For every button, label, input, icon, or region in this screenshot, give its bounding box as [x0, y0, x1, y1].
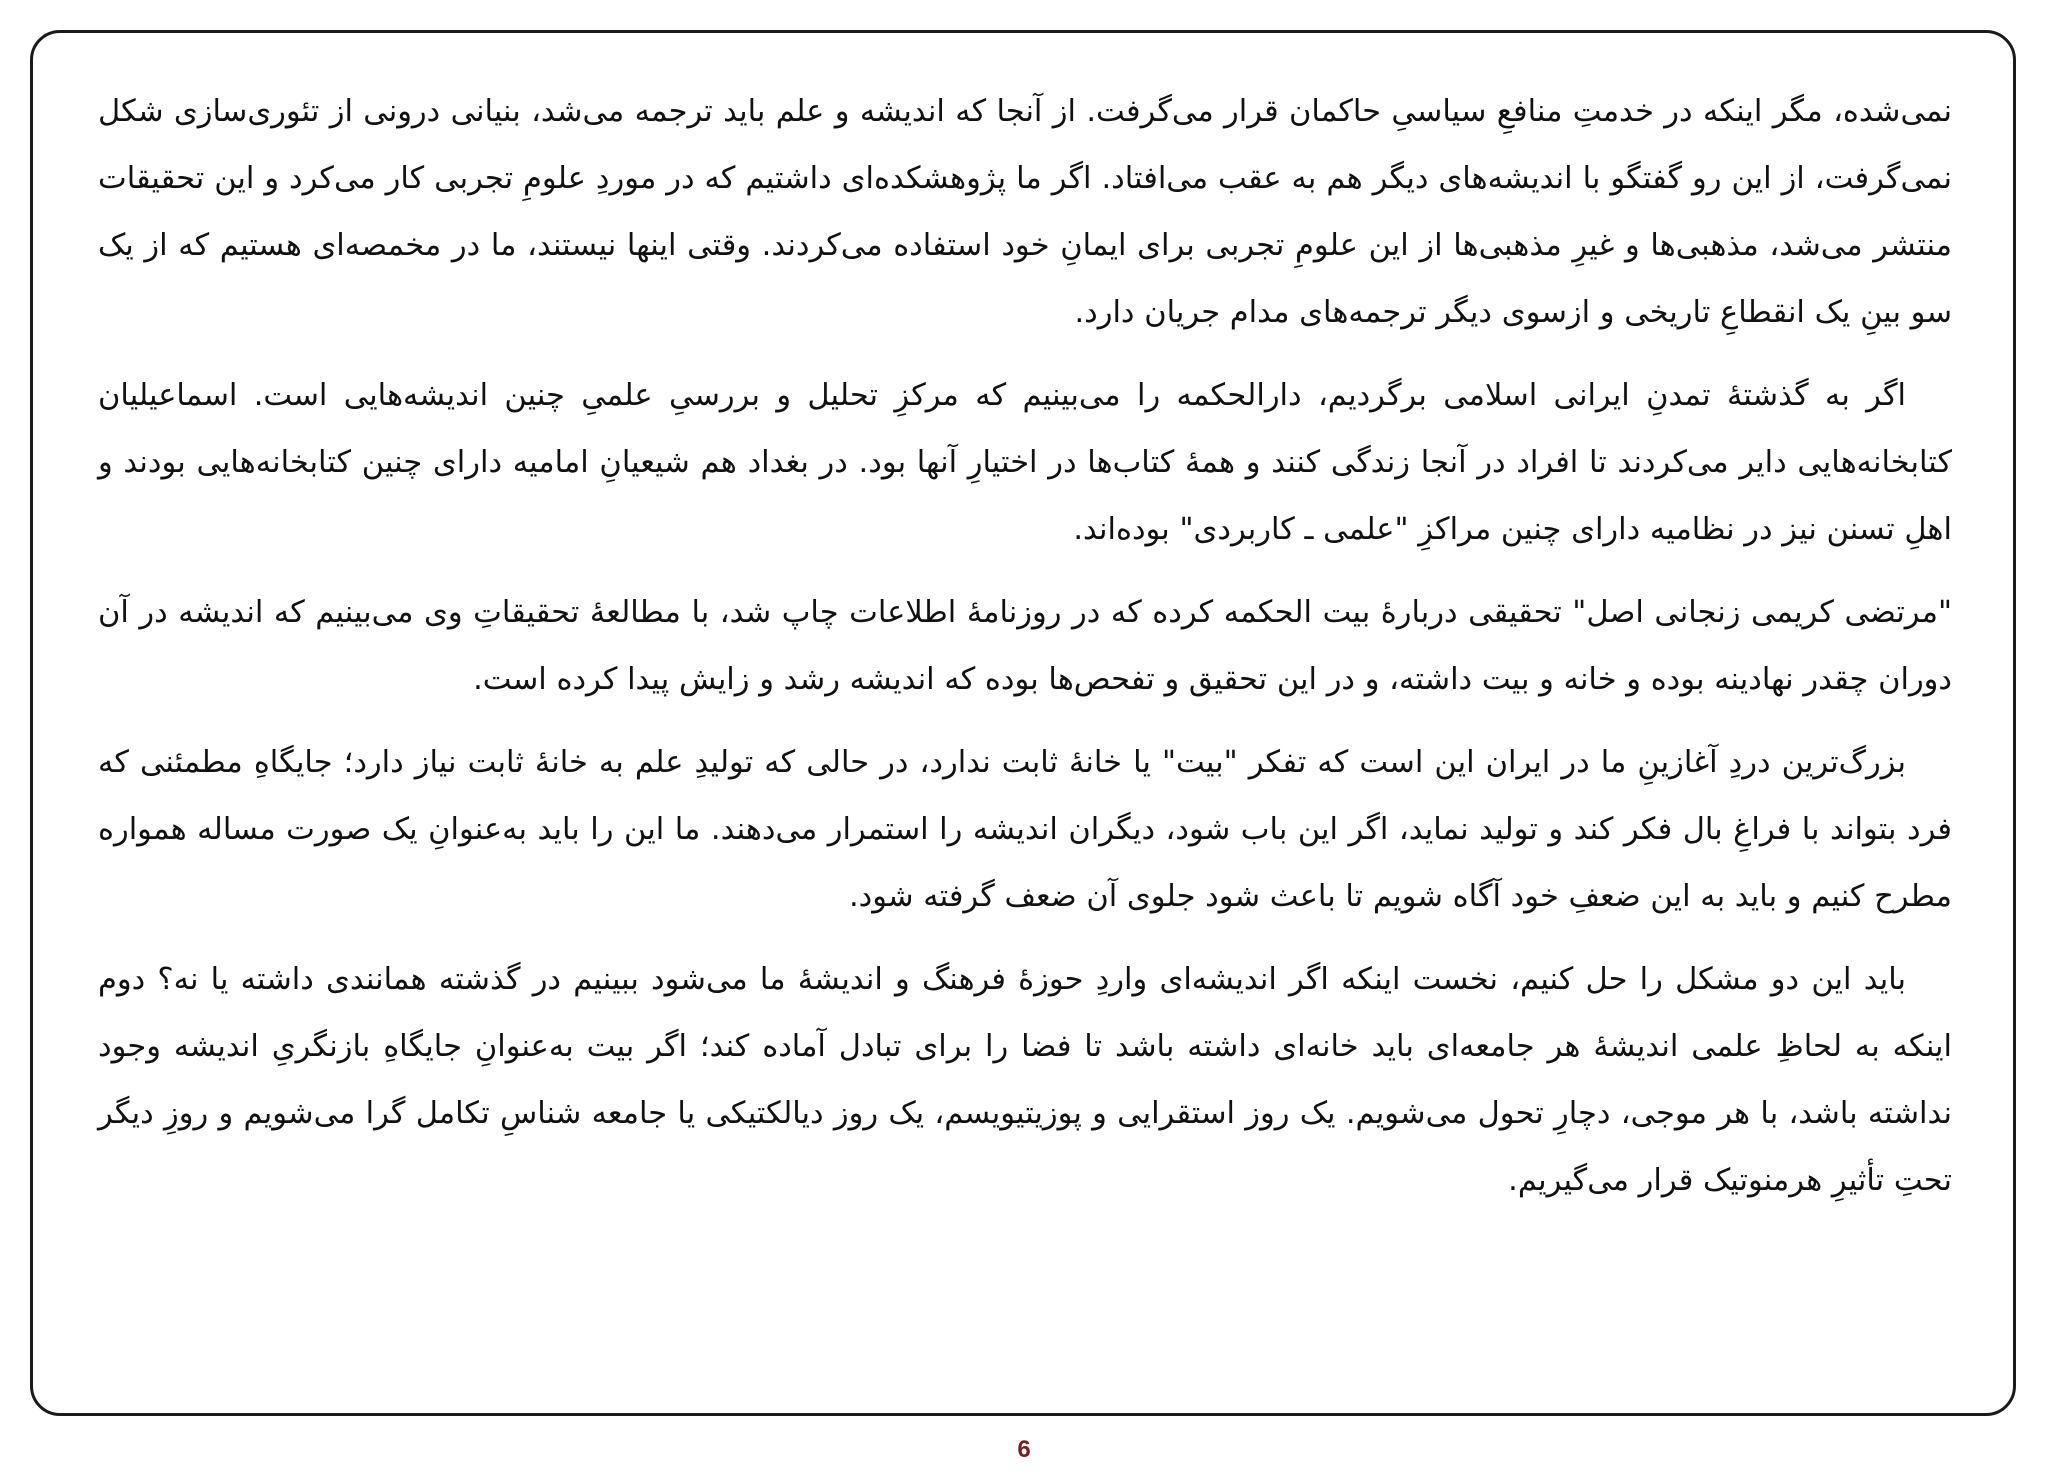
paragraph-2: اگر به گذشتهٔ تمدنِ ایرانی اسلامی برگردیم، دارالحکمه را می‌بینیم که مرکزِ تحلیل و بررسیِ علمیِ چنین اندیشه‌هایی است. اسماعیلیان کتابخانه‌هایی دایر می‌کردند تا افراد در آنجا زندگی کنند و همهٔ کتاب‌ها در اختیارِ آنها بود. در بغداد هم شیعیانِ امامیه دارای چنین کتابخانه‌هایی بودند و اهلِ تسنن نیز در نظامیه دارای چنین مراکزِ "علمی ـ کاربردی" بوده‌اند.	[98, 378, 1952, 547]
paragraph-4: بزرگ‌ترین دردِ آغازینِ ما در ایران این است که تفکر "بیت" یا خانهٔ ثابت ندارد، در حالی که تولیدِ علم به خانهٔ ثابت نیاز دارد؛ جایگاهِ مطمئنی که فرد بتواند با فراغِ بال فکر کند و تولید نماید، اگر این باب شود، دیگران اندیشه را استمرار می‌دهند. ما این را باید به‌عنوانِ یک صورت مساله همواره مطرح کنیم و باید به این ضعفِ خود آگاه شویم تا باعث شود جلوی آن ضعف گرفته شود.	[98, 745, 1952, 914]
document-body	[98, 78, 1952, 1230]
paragraph-1: نمی‌شده، مگر اینکه در خدمتِ منافعِ سیاسیِ حاکمان قرار می‌گرفت. از آنجا که اندیشه و علم باید ترجمه می‌شد، بنیانی درونی از تئوری‌سازی شکل نمی‌گرفت، از این رو گفتگو با اندیشه‌های دیگر هم به عقب می‌افتاد. اگر ما پژوهشکده‌ای داشتیم که در موردِ علومِ تجربی کار می‌کرد و این تحقیقات منتشر می‌شد، مذهبی‌ها و غیرِ مذهبی‌ها از این علومِ تجربی برای ایمانِ خود استفاده می‌کردند. وقتی اینها نیستند، ما در مخمصه‌ای هستیم که از یک سو بینِ یک انقطاعِ تاریخی و ازسوی دیگر ترجمه‌های مدام جریان دارد.	[98, 94, 1952, 330]
paragraph-3: "مرتضی کریمی زنجانی اصل" تحقیقی دربارهٔ بیت الحکمه کرده که در روزنامهٔ اطلاعات چاپ شد، با مطالعهٔ تحقیقاتِ وی می‌بینیم که اندیشه در آن دوران چقدر نهادینه بوده و خانه و بیت داشته، و در این تحقیق و تفحص‌ها بوده که اندیشه رشد و زایش پیدا کرده است.	[98, 595, 1952, 697]
page-number: 6	[1017, 1436, 1031, 1463]
paragraph-5: باید این دو مشکل را حل کنیم، نخست اینکه اگر اندیشه‌ای واردِ حوزهٔ فرهنگ و اندیشهٔ ما می‌شود ببینیم در گذشته همانندی داشته یا نه؟ دوم اینکه به لحاظِ علمی اندیشهٔ هر جامعه‌ای باید خانه‌ای داشته باشد تا فضا را برای تبادل آماده کند؛ اگر بیت به‌عنوانِ جایگاهِ بازنگریِ اندیشه وجود نداشته باشد، با هر موجی، دچارِ تحول می‌شویم. یک روز استقرایی و پوزیتیویسم، یک روز دیالکتیکی یا جامعه شناسِ تکامل گرا می‌شویم و روزِ دیگر تحتِ تأثیرِ هرمنوتیک قرار می‌گیریم.	[98, 962, 1952, 1198]
